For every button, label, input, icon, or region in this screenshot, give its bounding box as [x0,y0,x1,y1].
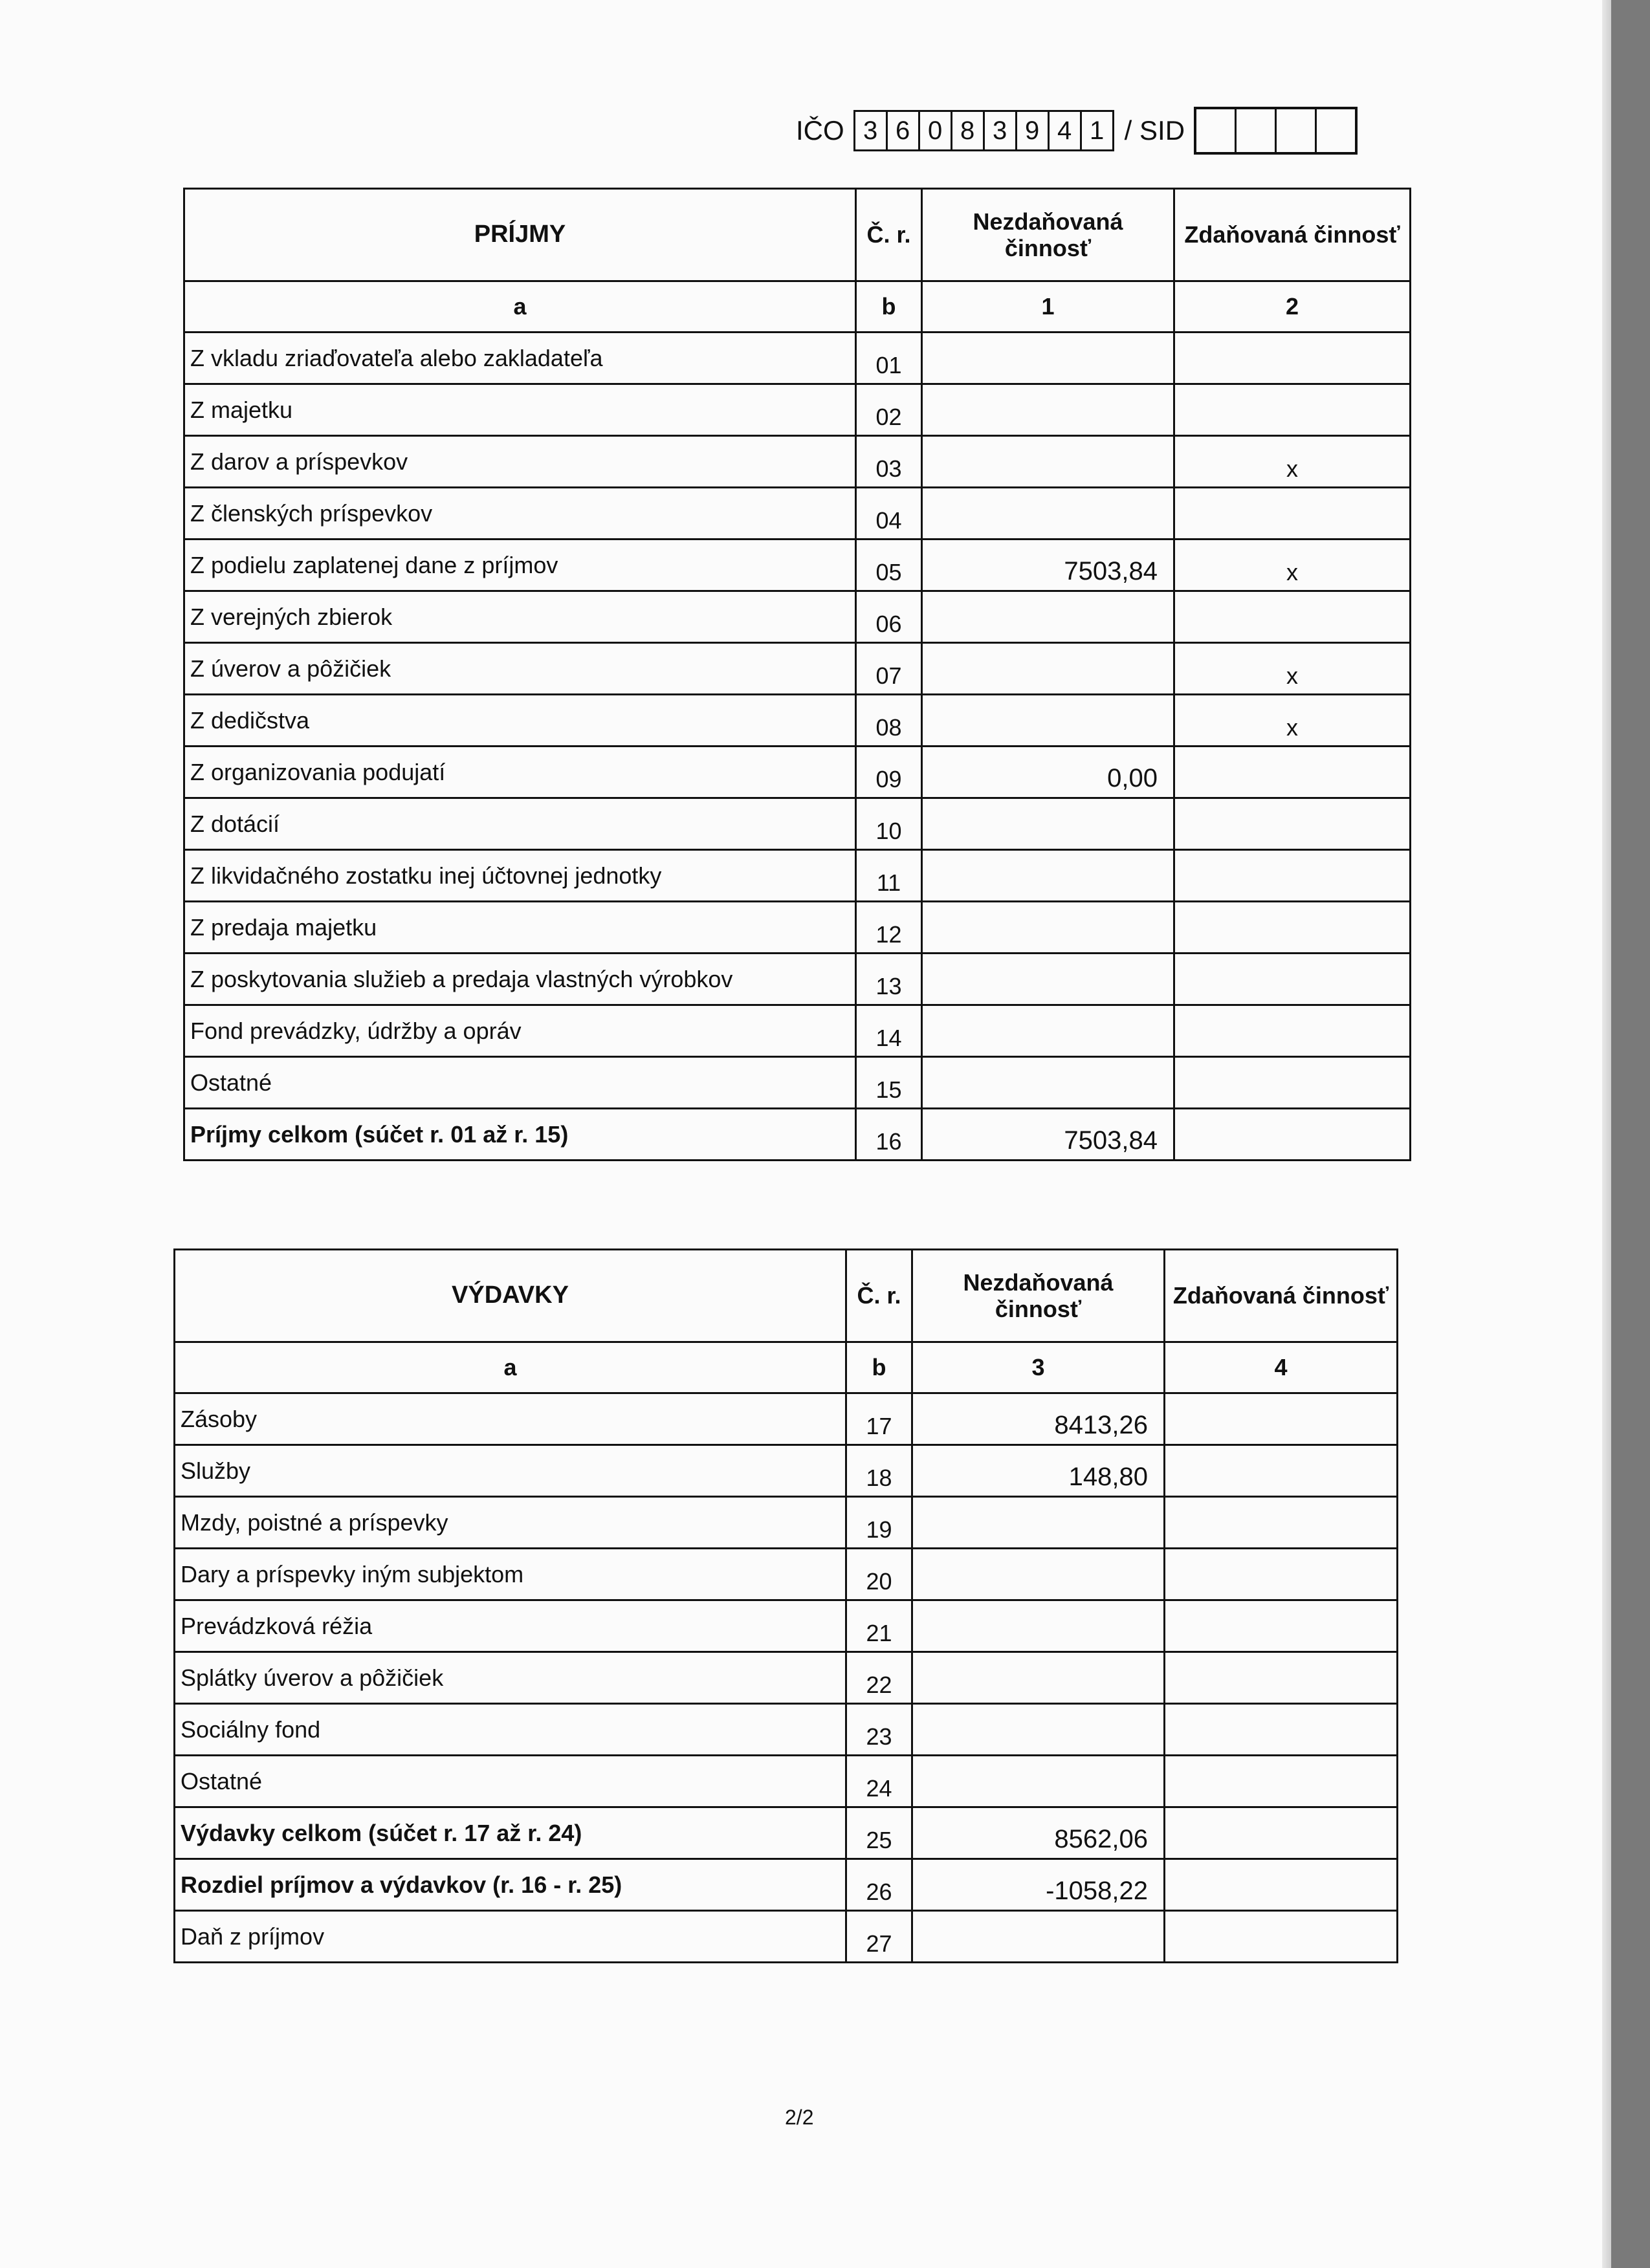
row-taxed-value [1174,1005,1411,1057]
row-number: 22 [846,1652,912,1704]
row-taxed-value [1165,1445,1398,1497]
row-label: Služby [175,1445,846,1497]
row-taxed-value [1165,1756,1398,1807]
row-untaxed-value [922,488,1174,540]
row-taxed-value [1165,1807,1398,1859]
row-number: 17 [846,1393,912,1445]
table-row [184,1109,1411,1161]
row-label: Splátky úverov a pôžičiek [175,1652,846,1704]
row-label: Z dedičstva [184,695,856,747]
row-taxed-value [1165,1652,1398,1704]
row-label: Z organizovania podujatí [184,747,856,798]
ico-header [796,107,1358,155]
table-row [175,1807,1398,1859]
row-taxed-value [1174,591,1411,643]
row-taxed-value [1165,1549,1398,1600]
row-taxed-value: x [1174,643,1411,695]
row-taxed-value: x [1174,540,1411,591]
row-untaxed-value [912,1600,1165,1652]
row-untaxed-value [922,850,1174,902]
row-number: 02 [856,384,922,436]
row-label: Daň z príjmov [175,1911,846,1963]
row-label: Z darov a príspevkov [184,436,856,488]
row-untaxed-value [922,436,1174,488]
row-number: 08 [856,695,922,747]
income-code-b: b [856,281,922,333]
sid-boxes [1194,107,1358,155]
table-row [175,1445,1398,1497]
expense-col-taxed: Zdaňovaná činnosť [1165,1250,1398,1342]
row-label: Zásoby [175,1393,846,1445]
table-row [184,747,1411,798]
row-number: 24 [846,1756,912,1807]
row-untaxed-value [922,695,1174,747]
ico-digit: 8 [952,112,985,149]
row-untaxed-value [922,954,1174,1005]
row-number: 25 [846,1807,912,1859]
table-row [175,1652,1398,1704]
row-taxed-value [1165,1600,1398,1652]
expense-rows [175,1393,1398,1963]
income-code-1: 1 [922,281,1174,333]
row-taxed-value [1174,850,1411,902]
row-untaxed-value [922,333,1174,384]
income-title: PRÍJMY [184,189,856,281]
income-col-taxed: Zdaňovaná činnosť [1174,189,1411,281]
row-taxed-value [1174,384,1411,436]
row-number: 09 [856,747,922,798]
row-number: 06 [856,591,922,643]
table-row [175,1393,1398,1445]
table-row [184,488,1411,540]
row-untaxed-value: 7503,84 [922,540,1174,591]
row-number: 11 [856,850,922,902]
row-label: Z podielu zaplatenej dane z príjmov [184,540,856,591]
table-row [184,902,1411,954]
table-row [184,591,1411,643]
row-untaxed-value: 7503,84 [922,1109,1174,1161]
row-untaxed-value: 8413,26 [912,1393,1165,1445]
row-label: Z verejných zbierok [184,591,856,643]
table-row [184,436,1411,488]
ico-digit-boxes [853,110,1114,151]
income-rows [184,333,1411,1161]
table-row [184,954,1411,1005]
row-untaxed-value [922,643,1174,695]
table-row [175,1704,1398,1756]
sid-label: / SID [1124,115,1185,146]
row-label: Z predaja majetku [184,902,856,954]
table-row [184,695,1411,747]
row-number: 23 [846,1704,912,1756]
expense-code-3: 3 [912,1342,1165,1393]
row-taxed-value [1174,798,1411,850]
expense-col-untaxed: Nezdaňovaná činnosť [912,1250,1165,1342]
expense-code-b: b [846,1342,912,1393]
row-number: 20 [846,1549,912,1600]
table-row [175,1600,1398,1652]
row-number: 03 [856,436,922,488]
row-untaxed-value [922,1057,1174,1109]
row-taxed-value: x [1174,695,1411,747]
row-number: 27 [846,1911,912,1963]
row-taxed-value [1165,1497,1398,1549]
income-col-untaxed: Nezdaňovaná činnosť [922,189,1174,281]
table-row [184,333,1411,384]
row-label: Z členských príspevkov [184,488,856,540]
table-row [184,798,1411,850]
row-label: Z dotácií [184,798,856,850]
ico-digit: 3 [855,112,888,149]
sid-cell [1196,109,1237,152]
row-label: Z poskytovania služieb a predaja vlastných výrobkov [184,954,856,1005]
row-label: Dary a príspevky iným subjektom [175,1549,846,1600]
row-untaxed-value: 0,00 [922,747,1174,798]
row-label: Z majetku [184,384,856,436]
row-number: 04 [856,488,922,540]
row-taxed-value [1165,1393,1398,1445]
row-untaxed-value: -1058,22 [912,1859,1165,1911]
table-row [175,1859,1398,1911]
sid-cell [1277,109,1317,152]
row-number: 12 [856,902,922,954]
row-untaxed-value [922,798,1174,850]
ico-digit: 0 [920,112,952,149]
sid-cell [1237,109,1277,152]
row-taxed-value [1174,488,1411,540]
row-label: Ostatné [175,1756,846,1807]
row-untaxed-value [912,1652,1165,1704]
income-table [183,188,1411,1161]
ico-digit: 1 [1090,116,1105,145]
row-untaxed-value: 148,80 [912,1445,1165,1497]
ico-digit: 4 [1050,112,1082,149]
ico-label: IČO [796,115,844,146]
table-row [184,850,1411,902]
table-row [175,1756,1398,1807]
row-untaxed-value [912,1756,1165,1807]
expense-title: VÝDAVKY [175,1250,846,1342]
row-label: Výdavky celkom (súčet r. 17 až r. 24) [175,1807,846,1859]
row-number: 10 [856,798,922,850]
row-number: 16 [856,1109,922,1161]
row-untaxed-value [912,1911,1165,1963]
row-label: Ostatné [184,1057,856,1109]
table-row [184,1057,1411,1109]
row-untaxed-value [912,1549,1165,1600]
row-taxed-value [1165,1911,1398,1963]
table-row [175,1549,1398,1600]
row-number: 21 [846,1600,912,1652]
page-number: 2/2 [785,2106,814,2129]
row-taxed-value [1165,1859,1398,1911]
ico-digit: 6 [888,112,920,149]
row-taxed-value [1174,1057,1411,1109]
row-number: 19 [846,1497,912,1549]
row-number: 05 [856,540,922,591]
table-row [175,1497,1398,1549]
row-number: 26 [846,1859,912,1911]
row-taxed-value [1174,954,1411,1005]
table-row [175,1911,1398,1963]
row-taxed-value [1174,902,1411,954]
row-untaxed-value [922,384,1174,436]
row-number: 18 [846,1445,912,1497]
table-row [184,540,1411,591]
table-row [184,643,1411,695]
row-number: 01 [856,333,922,384]
table-row [184,384,1411,436]
expense-col-cr: Č. r. [846,1250,912,1342]
expense-code-4: 4 [1165,1342,1398,1393]
row-taxed-value [1174,333,1411,384]
row-number: 13 [856,954,922,1005]
row-untaxed-value [922,902,1174,954]
expense-code-a: a [175,1342,846,1393]
expense-table [173,1248,1398,1963]
row-label: Prevádzková réžia [175,1600,846,1652]
ico-digit: 3 [985,112,1017,149]
row-number: 15 [856,1057,922,1109]
row-label: Rozdiel príjmov a výdavkov (r. 16 - r. 25) [175,1859,846,1911]
sid-cell [1317,109,1355,152]
row-number: 14 [856,1005,922,1057]
row-label: Fond prevádzky, údržby a opráv [184,1005,856,1057]
row-untaxed-value [912,1497,1165,1549]
row-label: Z úverov a pôžičiek [184,643,856,695]
row-taxed-value [1174,1109,1411,1161]
row-untaxed-value [912,1704,1165,1756]
income-code-a: a [184,281,856,333]
row-taxed-value [1165,1704,1398,1756]
table-row [184,1005,1411,1057]
row-taxed-value: x [1174,436,1411,488]
row-label: Príjmy celkom (súčet r. 01 až r. 15) [184,1109,856,1161]
row-untaxed-value [922,1005,1174,1057]
row-untaxed-value: 8562,06 [912,1807,1165,1859]
income-code-2: 2 [1174,281,1411,333]
income-col-cr: Č. r. [856,189,922,281]
row-untaxed-value [922,591,1174,643]
row-taxed-value [1174,747,1411,798]
row-label: Mzdy, poistné a príspevky [175,1497,846,1549]
row-label: Z likvidačného zostatku inej účtovnej jednotky [184,850,856,902]
row-label: Sociálny fond [175,1704,846,1756]
ico-digit: 9 [1017,112,1050,149]
row-number: 07 [856,643,922,695]
row-label: Z vkladu zriaďovateľa alebo zakladateľa [184,333,856,384]
